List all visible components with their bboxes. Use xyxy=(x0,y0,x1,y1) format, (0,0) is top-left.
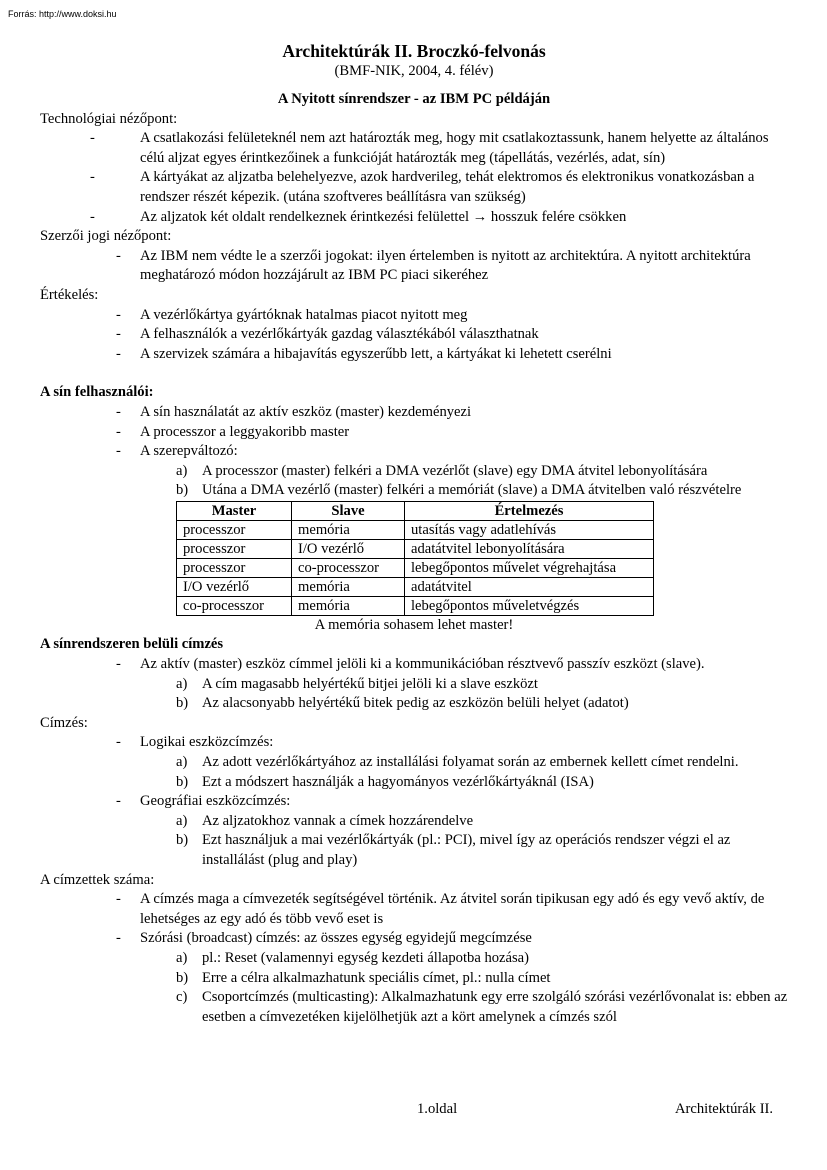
table-cell: processzor xyxy=(177,539,292,558)
sub-item: b) Erre a célra alkalmazhatunk speciális címet, pl.: nulla címet xyxy=(176,969,551,986)
table-note: A memória sohasem lehet master! xyxy=(314,616,514,633)
list-item: - A felhasználók a vezérlőkártyák gazdag választékából választhatnak xyxy=(116,326,539,343)
list-item: - A sín használatát az aktív eszköz (master) kezdeményezi xyxy=(116,403,472,420)
table-cell: processzor xyxy=(177,558,292,577)
tech-viewpoint-label: Technológiai nézőpont: xyxy=(40,110,178,127)
list-item: - Az IBM nem védte le a szerzői jogokat: ilyen értelemben is nyitott az architektúra. A nyitott architektúra meghatározó módon hozzájárult az IBM PC piaci sikeréhez xyxy=(116,247,751,284)
list-item: - Logikai eszközcímzés: xyxy=(116,734,274,751)
table-row xyxy=(177,558,654,577)
spacer xyxy=(40,364,788,383)
section-heading-addressing: A sínrendszeren belüli címzés xyxy=(40,636,224,653)
document-subtitle: (BMF-NIK, 2004, 4. félév) xyxy=(334,63,494,79)
list-item: - A szerepváltozó: xyxy=(116,443,238,460)
source-label: Forrás: http://www.doksi.hu xyxy=(8,9,117,19)
table-cell: I/O vezérlő xyxy=(292,539,405,558)
list-item: - A szervizek számára a hibajavítás egyszerűbb lett, a kártyákat ki lehetett cserélni xyxy=(116,345,612,362)
list-item: - A vezérlőkártya gyártóknak hatalmas piacot nyitott meg xyxy=(116,306,468,323)
list-item: - A címzés maga a címvezeték segítségével történik. Az átvitel során tipikusan egy adó és egy vevő aktív, de lehetséges az egy adó és több vevő eset is xyxy=(116,891,765,927)
evaluation-label: Értékelés: xyxy=(40,286,99,303)
document-page xyxy=(40,40,788,1027)
table-cell: I/O vezérlő xyxy=(177,577,292,596)
addressing-label: Címzés: xyxy=(40,714,88,731)
sub-item: a) A processzor (master) felkéri a DMA vezérlőt (slave) egy DMA átvitel lebonyolítására xyxy=(176,462,708,479)
list-item: - Geográfiai eszközcímzés: xyxy=(116,793,291,810)
sub-item: b) Ezt használjuk a mai vezérlőkártyák (pl.: PCI), mivel így az operációs rendszer végzi el az installálást (plug and play) xyxy=(176,832,731,868)
master-slave-table xyxy=(176,501,654,616)
table-row xyxy=(177,539,654,558)
table-header: Master xyxy=(177,501,292,520)
footer-course-title: Architektúrák II. xyxy=(675,1101,774,1117)
table-header: Slave xyxy=(292,501,405,520)
table-cell: adatátvitel lebonyolítására xyxy=(405,539,654,558)
table-cell: memória xyxy=(292,577,405,596)
sub-item: a) Az adott vezérlőkártyához az installálási folyamat során az embernek kellett címet rendelni. xyxy=(176,754,739,771)
table-row xyxy=(177,596,654,615)
table-header-row xyxy=(177,501,654,520)
table-row xyxy=(177,520,654,539)
table-cell: lebegőpontos műveletvégzés xyxy=(405,596,654,615)
page-number: 1.oldal xyxy=(417,1101,458,1117)
list-item: - A processzor a leggyakoribb master xyxy=(116,423,350,440)
section-heading-bus-users: A sín felhasználói: xyxy=(40,384,154,401)
recipients-label: A címzettek száma: xyxy=(40,871,155,888)
table-cell: utasítás vagy adatlehívás xyxy=(405,520,654,539)
table-cell: memória xyxy=(292,596,405,615)
sub-item: c) Csoportcímzés (multicasting): Alkalmazhatunk egy erre szolgáló szórási vezérlővonalat is: ebben az esetben a címvezetéken kijelölhetjük azt a kört amelynek a címzés szól xyxy=(176,989,788,1025)
section-heading-open-bus: A Nyitott sínrendszer - az IBM PC példáján xyxy=(277,91,551,107)
sub-item: b) Utána a DMA vezérlő (master) felkéri a memóriát (slave) a DMA átvitelben való részvételre xyxy=(176,482,742,499)
sub-item: b) Ezt a módszert használják a hagyományos vezérlőkártyáknál (ISA) xyxy=(176,773,594,790)
document-title: Architektúrák II. Broczkó-felvonás xyxy=(282,41,546,61)
table-row xyxy=(177,577,654,596)
list-item: - Az aljzatok két oldalt rendelkeznek érintkezési felülettel → hosszuk felére csökken xyxy=(90,208,627,225)
list-item: - A csatlakozási felületeknél nem azt határozták meg, hogy mit csatlakoztassunk, hanem helyette az általános célú aljzat egyes érintkezőinek a funkcióját határozták meg (tápellátás, vezérlés, adat, sín) xyxy=(90,130,769,166)
table-cell: memória xyxy=(292,520,405,539)
copyright-viewpoint-label: Szerzői jogi nézőpont: xyxy=(40,228,172,245)
table-cell: lebegőpontos művelet végrehajtása xyxy=(405,558,654,577)
sub-item: a) Az aljzatokhoz vannak a címek hozzárendelve xyxy=(176,812,474,829)
list-item: - Az aktív (master) eszköz címmel jelöli ki a kommunikációban résztvevő passzív eszközt (slave). xyxy=(116,656,705,673)
sub-item: a) pl.: Reset (valamennyi egység kezdeti állapotba hozása) xyxy=(176,949,530,966)
table-cell: processzor xyxy=(177,520,292,539)
table-cell: co-processzor xyxy=(292,558,405,577)
table-cell: co-processzor xyxy=(177,596,292,615)
table-cell: adatátvitel xyxy=(405,577,654,596)
list-item: - A kártyákat az aljzatba belehelyezve, azok hardverileg, tehát elektromos és elektronikus vonatkozásban a rendszer részét képezik. (utána szoftveres beállításra van szükség) xyxy=(90,169,755,205)
sub-item: a) A cím magasabb helyértékű bitjei jelöli ki a slave eszközt xyxy=(176,675,538,692)
sub-item: b) Az alacsonyabb helyértékű bitek pedig az eszközön belüli helyet (adatot) xyxy=(176,695,629,712)
table-header: Értelmezés xyxy=(405,501,654,520)
list-item: - Szórási (broadcast) címzés: az összes egység egyidejű megcímzése xyxy=(116,930,532,947)
